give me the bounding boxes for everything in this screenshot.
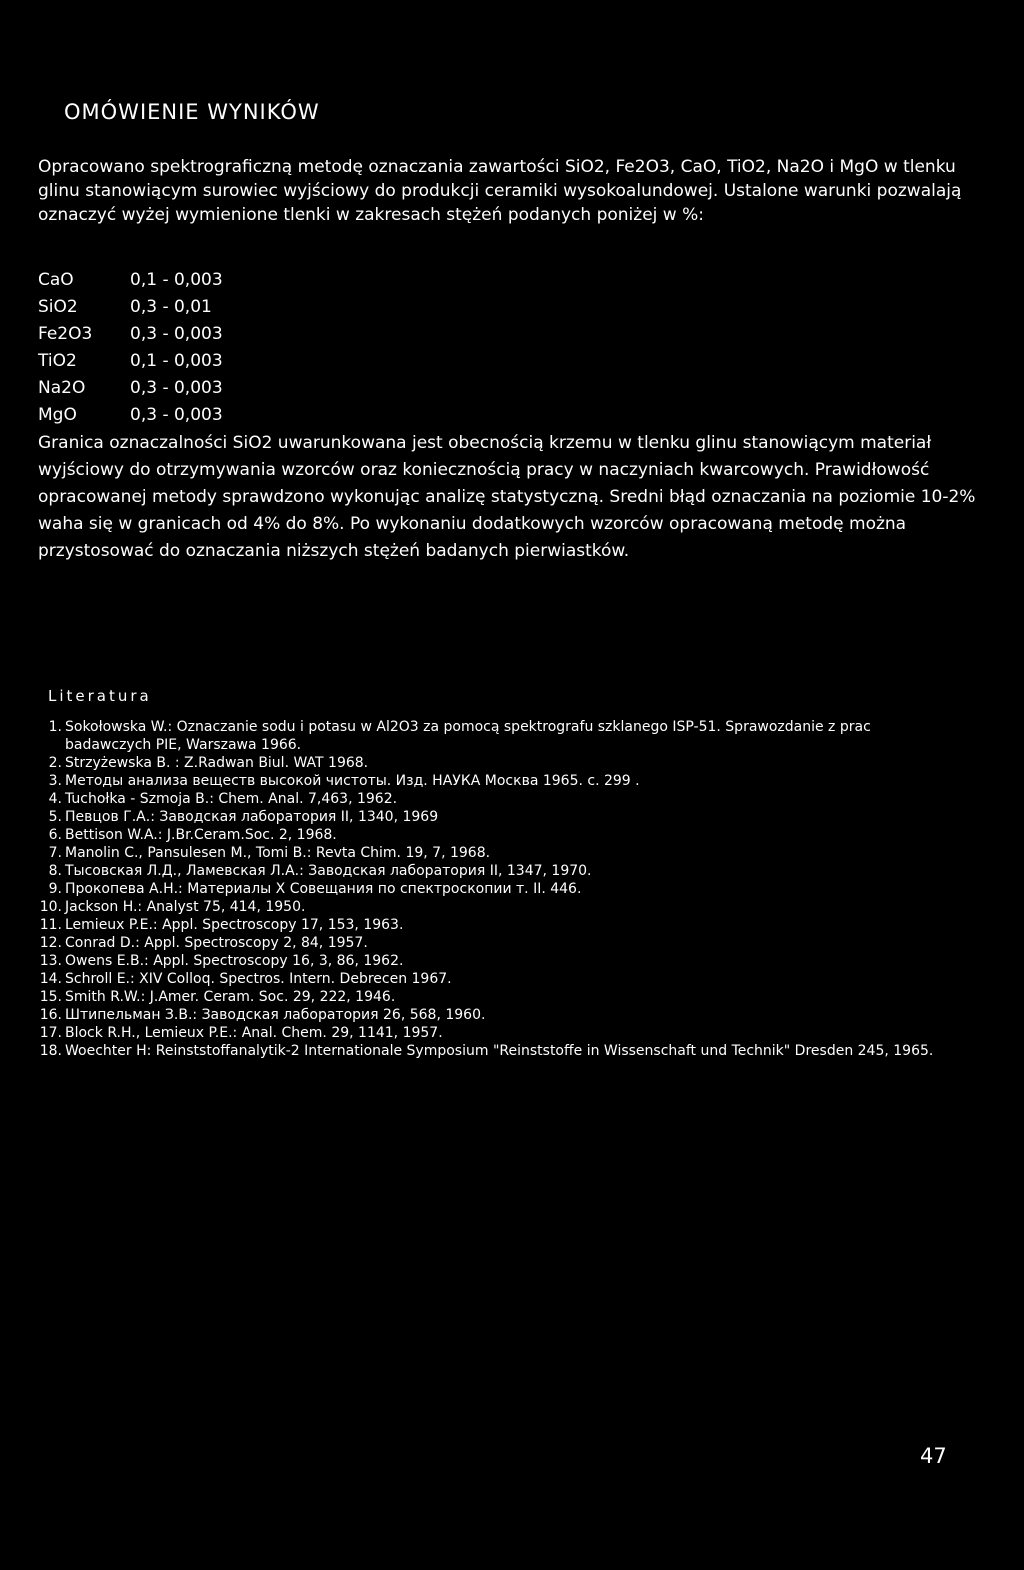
reference-text: Tuchołka - Szmoja B.: Chem. Anal. 7,463, 1962.: [65, 791, 398, 807]
reference-item: [36, 916, 936, 934]
reference-number: 2.: [48, 755, 62, 771]
reference-number: 10.: [39, 899, 62, 915]
compound-name: CaO: [38, 270, 74, 290]
reference-text: Штипельман З.В.: Заводская лаборатория 26, 568, 1960.: [65, 1007, 486, 1023]
concentration-range: 0,3 - 0,003: [130, 324, 223, 344]
reference-item: [36, 772, 936, 790]
concentration-range: 0,3 - 0,003: [130, 378, 223, 398]
reference-text: Manolin C., Pansulesen M., Tomi B.: Revta Chim. 19, 7, 1968.: [65, 845, 491, 861]
reference-text: Sokołowska W.: Oznaczanie sodu i potasu w Al2O3 za pomocą spektrografu szklanego ISP-51. Sprawozdanie z prac badawczych PIE, Warszawa 1966.: [65, 719, 871, 753]
reference-number: 15.: [39, 989, 62, 1005]
reference-number: 7.: [48, 845, 62, 861]
reference-text: Woechter H: Reinststoffanalytik-2 Internationale Symposium "Reinststoffe in Wissenschaft und Technik" Dresden 245, 1965.: [65, 1043, 934, 1059]
reference-text: Прокопева А.Н.: Материалы X Совещания по спектроскопии т. II. 446.: [65, 881, 582, 897]
reference-item: [36, 1024, 936, 1042]
reference-number: 16.: [39, 1007, 62, 1023]
compound-name: Fe2O3: [38, 324, 93, 344]
reference-list: [36, 718, 936, 1060]
reference-text: Conrad D.: Appl. Spectroscopy 2, 84, 1957.: [65, 935, 368, 951]
reference-item: [36, 718, 936, 754]
concentration-range: 0,1 - 0,003: [130, 351, 223, 371]
reference-item: [36, 988, 936, 1006]
reference-number: 11.: [39, 917, 62, 933]
section-heading: OMÓWIENIE WYNIKÓW: [64, 100, 320, 124]
reference-text: Strzyżewska B. : Z.Radwan Biul. WAT 1968.: [65, 755, 369, 771]
reference-number: 17.: [39, 1025, 62, 1041]
reference-text: Smith R.W.: J.Amer. Ceram. Soc. 29, 222, 1946.: [65, 989, 396, 1005]
reference-text: Тысовская Л.Д., Ламевская Л.А.: Заводская лаборатория II, 1347, 1970.: [65, 863, 592, 879]
reference-number: 4.: [48, 791, 62, 807]
reference-item: [36, 880, 936, 898]
compound-name: MgO: [38, 405, 77, 425]
reference-text: Owens E.B.: Appl. Spectroscopy 16, 3, 86, 1962.: [65, 953, 404, 969]
reference-number: 12.: [39, 935, 62, 951]
reference-number: 18.: [39, 1043, 62, 1059]
reference-number: 6.: [48, 827, 62, 843]
reference-text: Schroll E.: XIV Colloq. Spectros. Intern. Debrecen 1967.: [65, 971, 452, 987]
reference-item: [36, 826, 936, 844]
compound-name: TiO2: [38, 351, 77, 371]
paragraph-discussion: Granica oznaczalności SiO2 uwarunkowana jest obecnością krzemu w tlenku glinu stanowiącym materiał wyjściowy do otrzymywania wzorców oraz koniecznością pracy w naczyniach kwarcowych. Prawidłowość opracowanej metody sprawdzono wykonując analizę statystyczną. Sredni błąd oznaczania na poziomie 10-2% waha się w granicach od 4% do 8%. Po wykonaniu dodatkowych wzorców opracowaną metodę można przystosować do oznaczania niższych stężeń badanych pierwiastków.: [38, 433, 976, 561]
reference-text: Bettison W.A.: J.Br.Ceram.Soc. 2, 1968.: [65, 827, 337, 843]
reference-item: [36, 844, 936, 862]
reference-number: 3.: [48, 773, 62, 789]
reference-item: [36, 952, 936, 970]
literature-heading: Literatura: [48, 687, 152, 705]
reference-number: 8.: [48, 863, 62, 879]
reference-number: 5.: [48, 809, 62, 825]
concentration-range: 0,1 - 0,003: [130, 270, 223, 290]
reference-item: [36, 754, 936, 772]
reference-item: [36, 934, 936, 952]
compound-name: SiO2: [38, 297, 78, 317]
reference-number: 9.: [48, 881, 62, 897]
reference-number: 13.: [39, 953, 62, 969]
reference-text: Lemieux P.E.: Appl. Spectroscopy 17, 153, 1963.: [65, 917, 404, 933]
reference-number: 14.: [39, 971, 62, 987]
reference-number: 1.: [48, 719, 62, 735]
concentration-range: 0,3 - 0,01: [130, 297, 212, 317]
reference-item: [36, 1042, 936, 1060]
reference-item: [36, 790, 936, 808]
reference-item: [36, 862, 936, 880]
paragraph-intro: Opracowano spektrograficzną metodę oznaczania zawartości SiO2, Fe2O3, CaO, TiO2, Na2O i MgO w tlenku glinu stanowiącym surowiec wyjściowy do produkcji ceramiki wysokoalundowej. Ustalone warunki pozwalają oznaczyć wyżej wymienione tlenki w zakresach stężeń podanych poniżej w %:: [38, 157, 962, 225]
reference-item: [36, 1006, 936, 1024]
reference-item: [36, 970, 936, 988]
page-number: 47: [920, 1444, 947, 1468]
reference-item: [36, 898, 936, 916]
compound-name: Na2O: [38, 378, 86, 398]
reference-text: Jackson H.: Analyst 75, 414, 1950.: [65, 899, 306, 915]
concentration-range: 0,3 - 0,003: [130, 405, 223, 425]
reference-text: Block R.H., Lemieux P.E.: Anal. Chem. 29, 1141, 1957.: [65, 1025, 443, 1041]
reference-text: Методы анализа веществ высокой чистоты. Изд. НАУКА Москва 1965. с. 299 .: [65, 773, 640, 789]
reference-text: Певцов Г.А.: Заводская лаборатория II, 1340, 1969: [65, 809, 439, 825]
reference-item: [36, 808, 936, 826]
